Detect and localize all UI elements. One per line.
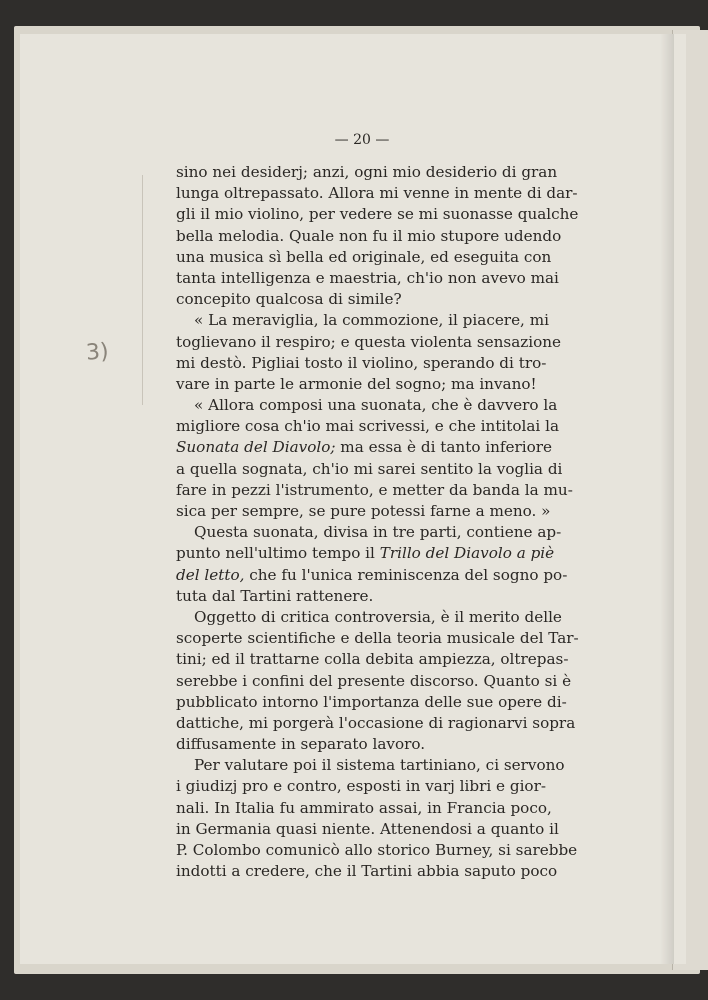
text-line: punto nell'ultimo tempo il Trillo del Diavolo a piè	[176, 544, 555, 563]
text-line: vare in parte le armonie del sogno; ma invano!	[176, 374, 537, 393]
text-line: sino nei desiderj; anzi, ogni mio desiderio di gran	[176, 163, 558, 181]
text-line: fare in pezzi l'istrumento, e metter da banda la mu-	[176, 480, 573, 499]
text-line: bella melodia. Quale non fu il mio stupore udendo	[176, 226, 562, 245]
text-line: tuta dal Tartini rattenere.	[176, 586, 374, 605]
text-line: « La meraviglia, la commozione, il piacere, mi	[194, 311, 549, 330]
text-line: tanta intelligenza e maestria, ch'io non avevo mai	[176, 268, 559, 287]
spine-shadow	[660, 34, 674, 964]
text-line: concepito qualcosa di simile?	[176, 290, 402, 309]
text-line: una musica sì bella ed originale, ed eseguita con	[176, 247, 552, 266]
text-line: Oggetto di critica controversia, è il merito delle	[194, 607, 562, 626]
text-line: i giudizj pro e contro, esposti in varj libri e gior-	[176, 777, 546, 796]
text-line: serebbe i confini del presente discorso. Quanto si è	[176, 671, 572, 690]
text-line: P. Colombo comunicò allo storico Burney, si sarebbe	[176, 841, 578, 859]
text-line: sica per sempre, se pure potessi farne a meno. »	[176, 502, 551, 520]
text-line: Suonata del Diavolo; ma essa è di tanto inferiore	[176, 438, 553, 457]
margin-pencil-line	[142, 175, 151, 405]
margin-annotation: 3)	[85, 339, 110, 366]
text-line: in Germania quasi niente. Attenendosi a quanto il	[176, 819, 559, 838]
text-line: nali. In Italia fu ammirato assai, in Francia poco,	[176, 798, 552, 817]
text-line: « Allora composi una suonata, che è davvero la	[194, 396, 558, 415]
text-line: toglievano il respiro; e questa violenta sensazione	[176, 332, 562, 351]
text-line: pubblicato intorno l'importanza delle sue opere di-	[176, 692, 567, 711]
text-line: a quella sognata, ch'io mi sarei sentito la voglia di	[176, 459, 563, 478]
text-line: scoperte scientifiche e della teoria musicale del Tar-	[176, 629, 579, 648]
page-number: — 20 —	[334, 132, 390, 148]
text-line: Questa suonata, divisa in tre parti, contiene ap-	[194, 523, 562, 542]
body-text	[176, 162, 579, 882]
text-line: migliore cosa ch'io mai scrivessi, e che intitolai la	[176, 417, 560, 436]
text-line: Per valutare poi il sistema tartiniano, ci servono	[194, 756, 565, 775]
text-line: del letto, che fu l'unica reminiscenza del sogno po-	[176, 565, 568, 584]
text-line: indotti a credere, che il Tartini abbia saputo poco	[176, 862, 558, 881]
text-line: dattiche, mi porgerà l'occasione di ragionarvi sopra	[176, 713, 576, 732]
text-line: lunga oltrepassato. Allora mi venne in mente di dar-	[176, 184, 578, 203]
text-line: mi destò. Pigliai tosto il violino, sperando di tro-	[176, 353, 547, 372]
text-line: tini; ed il trattarne colla debita ampiezza, oltrepas-	[176, 650, 569, 669]
text-line: gli il mio violino, per vedere se mi suonasse qualche	[176, 205, 579, 224]
text-line: diffusamente in separato lavoro.	[176, 735, 426, 754]
